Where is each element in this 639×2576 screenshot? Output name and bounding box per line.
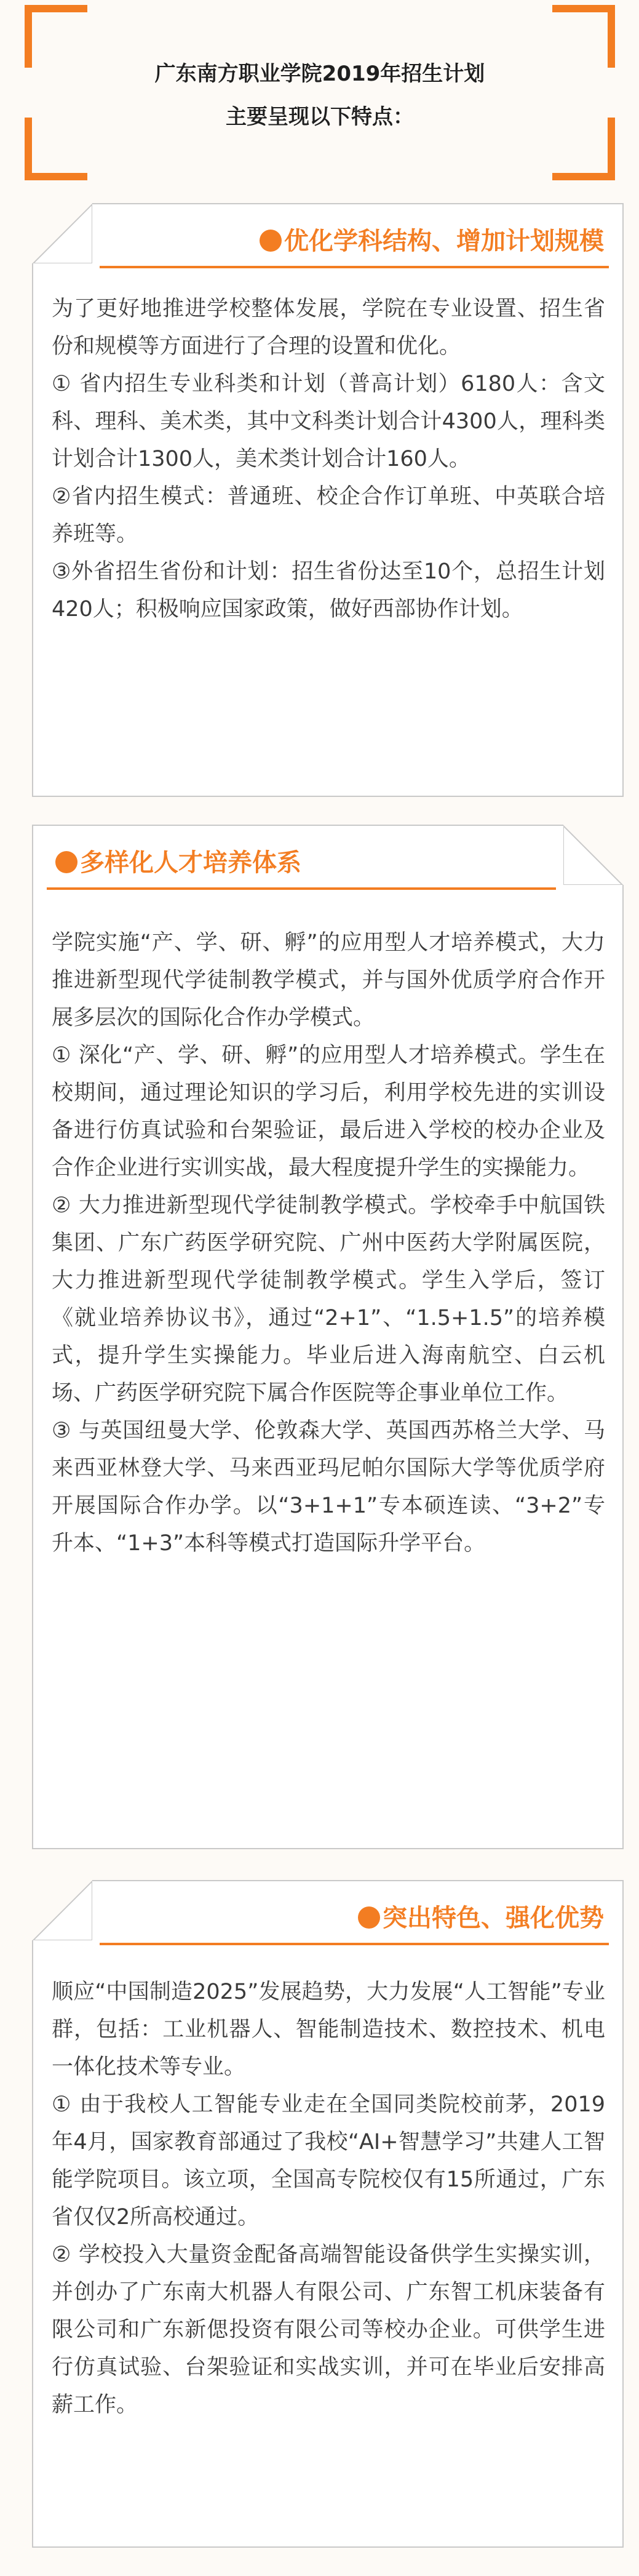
paragraph: ① 省内招生专业科类和计划（普高计划）6180人：含文科、理科、美术类，其中文科类计划合计4300人，理科类计划合计1300人，美术类计划合计160人。 [52, 372, 605, 471]
paragraph: ③外省招生省份和计划：招生省份达至10个，总招生计划420人；积极响应国家政策，做好西部协作计划。 [52, 559, 605, 622]
section-card-talent [32, 825, 624, 1849]
bullet-dot-icon [55, 851, 77, 873]
folded-corner-icon [563, 825, 624, 885]
section-divider [100, 266, 609, 268]
section-title: 突出特色、强化优势 [358, 1901, 604, 1935]
section-body [52, 290, 605, 628]
paragraph: 为了更好地推进学校整体发展，学院在专业设置、招生省份和规模等方面进行了合理的设置和优化。 [52, 297, 605, 359]
page-title: 广东南方职业学院2019年招生计划 [154, 62, 485, 86]
page-subtitle: 主要呈现以下特点： [226, 105, 414, 129]
section-body [52, 924, 605, 1562]
section-divider [47, 887, 556, 890]
bullet-dot-icon [260, 230, 282, 252]
bullet-dot-icon [358, 1906, 380, 1929]
section-title: 优化学科结构、增加计划规模 [260, 224, 604, 258]
paragraph: ③ 与英国纽曼大学、伦敦森大学、英国西苏格兰大学、马来西亚林登大学、马来西亚玛尼帕尔国际大学等优质学府开展国际合作办学。以“3+1+1”专本硕连读、“3+2”专升本、“1+3”本科等模式打造国际升学平台。 [52, 1418, 605, 1556]
paragraph: ② 学校投入大量资金配备高端智能设备供学生实操实训，并创办了广东南大机器人有限公司、广东智工机床装备有限公司和广东新偲投资有限公司等校办企业。可供学生进行仿真试验、台架验证和实战实训，并可在毕业后安排高薪工作。 [52, 2242, 605, 2417]
folded-corner-icon [32, 203, 92, 263]
folded-corner-icon [32, 1880, 92, 1940]
paragraph: 顺应“中国制造2025”发展趋势，大力发展“人工智能”专业群，包括：工业机器人、智能制造技术、数控技术、机电一体化技术等专业。 [52, 1980, 605, 2079]
page-header [25, 5, 615, 180]
section-card-structure [32, 203, 624, 797]
section-card-features [32, 1880, 624, 2548]
paragraph: ① 深化“产、学、研、孵”的应用型人才培养模式。学生在校期间，通过理论知识的学习后，利用学校先进的实训设备进行仿真试验和台架验证，最后进入学校的校办企业及合作企业进行实训实战，最大程度提升学生的实操能力。 [52, 1043, 605, 1180]
paragraph: ②省内招生模式：普通班、校企合作订单班、中英联合培养班等。 [52, 484, 605, 546]
paragraph: ① 由于我校人工智能专业走在全国同类院校前茅，2019年4月，国家教育部通过了我校“AI+智慧学习”共建人工智能学院项目。该立项，全国高专院校仅有15所通过，广东省仅仅2所高校通过。 [52, 2092, 605, 2230]
paragraph: ② 大力推进新型现代学徒制教学模式。学校牵手中航国铁集团、广东广药医学研究院、广州中医药大学附属医院，大力推进新型现代学徒制教学模式。学生入学后，签订《就业培养协议书》，通过“2+1”、“1.5+1.5”的培养模式，提升学生实操能力。毕业后进入海南航空、白云机场、广药医学研究院下属合作医院等企事业单位工作。 [52, 1193, 605, 1406]
section-body [52, 1974, 605, 2424]
paragraph: 学院实施“产、学、研、孵”的应用型人才培养模式，大力推进新型现代学徒制教学模式，并与国外优质学府合作开展多层次的国际化合作办学模式。 [52, 930, 605, 1030]
section-title: 多样化人才培养体系 [55, 846, 301, 880]
section-divider [100, 1943, 609, 1945]
